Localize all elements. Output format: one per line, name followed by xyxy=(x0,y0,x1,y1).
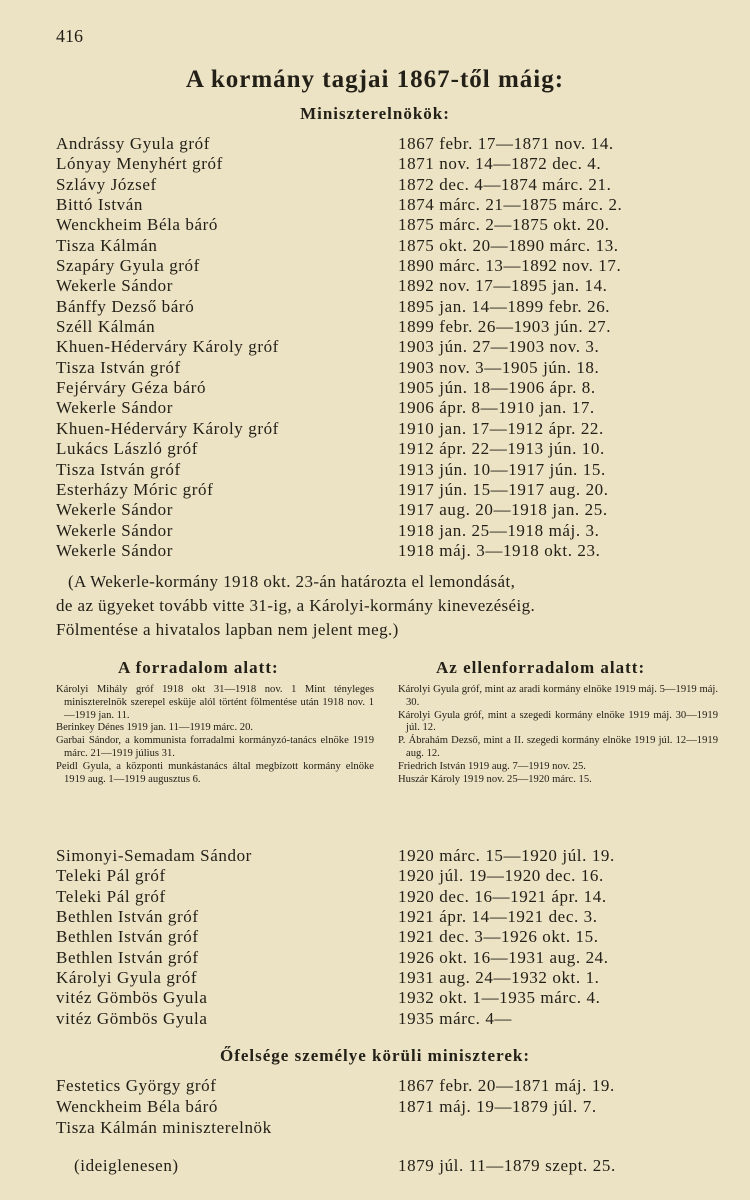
term-dates: 1910 jan. 17—1912 ápr. 22. xyxy=(398,418,604,438)
list-item xyxy=(56,907,696,927)
term-dates: 1871 nov. 14—1872 dec. 4. xyxy=(398,154,602,174)
minister-name: Károlyi Gyula gróf xyxy=(56,968,198,988)
term-dates: 1875 okt. 20—1890 márc. 13. xyxy=(398,235,619,255)
term-dates: 1867 febr. 17—1871 nov. 14. xyxy=(398,134,614,153)
note-line: (A Wekerle-kormány 1918 okt. 23-án határozta el lemondását, xyxy=(68,572,516,591)
minister-name-cont: (ideiglenesen) xyxy=(74,1156,179,1175)
minister-name: Wekerle Sándor xyxy=(56,520,174,540)
minister-name: Esterházy Móric gróf xyxy=(56,479,214,499)
term-dates: 1871 máj. 19—1879 júl. 7. xyxy=(398,1097,597,1116)
list-item xyxy=(56,398,696,418)
list-item xyxy=(56,500,696,520)
counter-revolution-list xyxy=(398,684,718,786)
list-item xyxy=(56,134,696,154)
prime-ministers-heading: Miniszterelnökök: xyxy=(300,104,450,123)
list-item xyxy=(56,419,696,439)
minister-name: Wenckheim Béla báró xyxy=(56,215,219,235)
minister-name: Tisza István gróf xyxy=(56,459,181,479)
minister-name: Bethlen István gróf xyxy=(56,947,199,967)
term-dates: 1906 ápr. 8—1910 jan. 17. xyxy=(398,398,595,418)
list-item xyxy=(56,297,696,317)
list-item: Peidl Gyula, a központi munkástanács által megbízott kormány elnöke 1919 aug. 1—1919 augusztus 6. xyxy=(56,760,374,785)
note-line: de az ügyeket tovább vitte 31-ig, a Károlyi-kormány kinevezéséig. xyxy=(56,596,536,615)
term-dates: 1918 máj. 3—1918 okt. 23. xyxy=(398,540,601,560)
list-item xyxy=(56,480,696,500)
minister-name: Teleki Pál gróf xyxy=(56,866,166,886)
revolution-list xyxy=(56,684,374,786)
court-ministers-heading: Őfelsége személye körüli miniszterek: xyxy=(219,1046,531,1065)
list-item xyxy=(56,988,696,1008)
minister-name: Wekerle Sándor xyxy=(56,276,174,296)
list-item: P. Ábrahám Dezső, mint a II. szegedi kormány elnöke 1919 júl. 12—1919 aug. 12. xyxy=(398,735,718,759)
term-dates: 1875 márc. 2—1875 okt. 20. xyxy=(398,215,610,235)
term-dates: 1917 jún. 15—1917 aug. 20. xyxy=(398,479,609,499)
term-dates: 1917 aug. 20—1918 jan. 25. xyxy=(398,500,608,520)
list-item xyxy=(56,378,696,398)
minister-name: Tisza Kálmán miniszterelnök xyxy=(56,1118,272,1137)
prime-ministers-list-2 xyxy=(56,846,696,1029)
list-item xyxy=(56,337,696,357)
list-item xyxy=(56,541,696,561)
term-dates: 1892 nov. 17—1895 jan. 14. xyxy=(398,276,608,296)
term-dates: 1895 jan. 14—1899 febr. 26. xyxy=(398,296,611,316)
minister-name: Széll Kálmán xyxy=(56,317,156,337)
list-item xyxy=(56,175,696,195)
minister-name: Bánffy Dezső báró xyxy=(56,296,195,316)
list-item xyxy=(56,1117,696,1138)
list-item xyxy=(56,215,696,235)
term-dates: 1890 márc. 13—1892 nov. 17. xyxy=(398,256,622,276)
term-dates: 1921 dec. 3—1926 okt. 15. xyxy=(398,927,599,947)
minister-name: Tisza Kálmán xyxy=(56,235,158,255)
list-item xyxy=(56,358,696,378)
list-item xyxy=(56,1096,696,1117)
term-dates: 1905 jún. 18—1906 ápr. 8. xyxy=(398,378,596,398)
term-dates: 1935 márc. 4— xyxy=(398,1008,513,1028)
note-line: Fölmentése a hivatalos lapban nem jelent meg.) xyxy=(56,620,399,639)
list-item xyxy=(56,887,696,907)
counter-revolution-heading: Az ellenforradalom alatt: xyxy=(436,658,646,677)
list-item xyxy=(56,460,696,480)
minister-name: Fejérváry Géza báró xyxy=(56,378,207,398)
term-dates: 1920 márc. 15—1920 júl. 19. xyxy=(398,846,615,865)
term-dates: 1874 márc. 21—1875 márc. 2. xyxy=(398,195,623,215)
wekerle-note xyxy=(56,570,708,642)
minister-name: vitéz Gömbös Gyula xyxy=(56,1008,208,1028)
list-item xyxy=(56,927,696,947)
list-item xyxy=(56,521,696,541)
page-number: 416 xyxy=(56,26,83,46)
court-ministers-list xyxy=(56,1075,696,1138)
term-dates: 1932 okt. 1—1935 márc. 4. xyxy=(398,988,601,1008)
list-item: Friedrich István 1919 aug. 7—1919 nov. 25. xyxy=(398,760,586,772)
list-item xyxy=(56,1009,696,1029)
revolution-heading: A forradalom alatt: xyxy=(118,658,279,677)
term-dates: 1867 febr. 20—1871 máj. 19. xyxy=(398,1076,615,1095)
minister-name: Lónyay Menyhért gróf xyxy=(56,154,223,174)
list-item: Garbai Sándor, a kommunista forradalmi kormányzó-tanács elnöke 1919 márc. 21—1919 július 31. xyxy=(56,735,374,759)
list-item xyxy=(56,968,696,988)
minister-name: Szlávy József xyxy=(56,174,157,194)
minister-name: Khuen-Héderváry Károly gróf xyxy=(56,418,279,438)
list-item: Károlyi Gyula gróf, mint az aradi kormány elnöke 1919 máj. 5—1919 máj. 30. xyxy=(398,684,718,708)
term-dates: 1918 jan. 25—1918 máj. 3. xyxy=(398,520,600,540)
term-dates: 1912 ápr. 22—1913 jún. 10. xyxy=(398,439,605,459)
list-item xyxy=(56,866,696,886)
term-dates: 1920 dec. 16—1921 ápr. 14. xyxy=(398,886,607,906)
term-dates: 1879 júl. 11—1879 szept. 25. xyxy=(398,1156,616,1175)
list-item xyxy=(56,1075,696,1096)
list-item xyxy=(56,195,696,215)
list-item xyxy=(56,846,696,866)
term-dates: 1913 jún. 10—1917 jún. 15. xyxy=(398,459,606,479)
term-dates: 1921 ápr. 14—1921 dec. 3. xyxy=(398,907,598,927)
list-item xyxy=(56,276,696,296)
minister-name: Wekerle Sándor xyxy=(56,500,174,520)
list-item: Károlyi Mihály gróf 1918 okt 31—1918 nov. 1 Mint tényleges miniszterelnök szerepel esküje alól történt fölmentése után 1918 nov. 1—1919 jan. 11. xyxy=(56,684,374,721)
term-dates: 1903 jún. 27—1903 nov. 3. xyxy=(398,337,600,357)
list-item xyxy=(56,948,696,968)
term-dates: 1931 aug. 24—1932 okt. 1. xyxy=(398,968,600,988)
list-item xyxy=(56,154,696,174)
minister-name: Tisza István gróf xyxy=(56,357,181,377)
minister-name: Wekerle Sándor xyxy=(56,398,174,418)
minister-name: Simonyi-Semadam Sándor xyxy=(56,846,252,865)
minister-name: Bethlen István gróf xyxy=(56,927,199,947)
minister-name: Lukács László gróf xyxy=(56,439,199,459)
minister-name: Andrássy Gyula gróf xyxy=(56,134,210,153)
list-item: Huszár Károly 1919 nov. 25—1920 márc. 15. xyxy=(398,773,592,785)
minister-name: Szapáry Gyula gróf xyxy=(56,256,200,276)
minister-name: Bethlen István gróf xyxy=(56,907,199,927)
term-dates: 1872 dec. 4—1874 márc. 21. xyxy=(398,174,612,194)
page-title: A kormány tagjai 1867-től máig: xyxy=(185,66,565,93)
term-dates: 1926 okt. 16—1931 aug. 24. xyxy=(398,947,609,967)
minister-name: Bittó István xyxy=(56,195,144,215)
list-item xyxy=(56,236,696,256)
minister-name: Wenckheim Béla báró xyxy=(56,1097,219,1116)
term-dates: 1920 júl. 19—1920 dec. 16. xyxy=(398,866,604,886)
list-item xyxy=(56,439,696,459)
list-item: Károlyi Gyula gróf, mint a szegedi kormány elnöke 1919 máj. 30—1919 júl. 12. xyxy=(398,709,718,734)
list-item xyxy=(56,317,696,337)
list-item xyxy=(56,256,696,276)
minister-name: vitéz Gömbös Gyula xyxy=(56,988,208,1008)
minister-name: Festetics György gróf xyxy=(56,1076,217,1095)
prime-ministers-list xyxy=(56,134,696,561)
term-dates: 1903 nov. 3—1905 jún. 18. xyxy=(398,357,600,377)
term-dates: 1899 febr. 26—1903 jún. 27. xyxy=(398,317,612,337)
list-item xyxy=(56,1156,696,1178)
minister-name: Khuen-Héderváry Károly gróf xyxy=(56,337,279,357)
list-item: Berinkey Dénes 1919 jan. 11—1919 márc. 20. xyxy=(56,722,254,734)
minister-name: Teleki Pál gróf xyxy=(56,886,166,906)
minister-name: Wekerle Sándor xyxy=(56,540,174,560)
